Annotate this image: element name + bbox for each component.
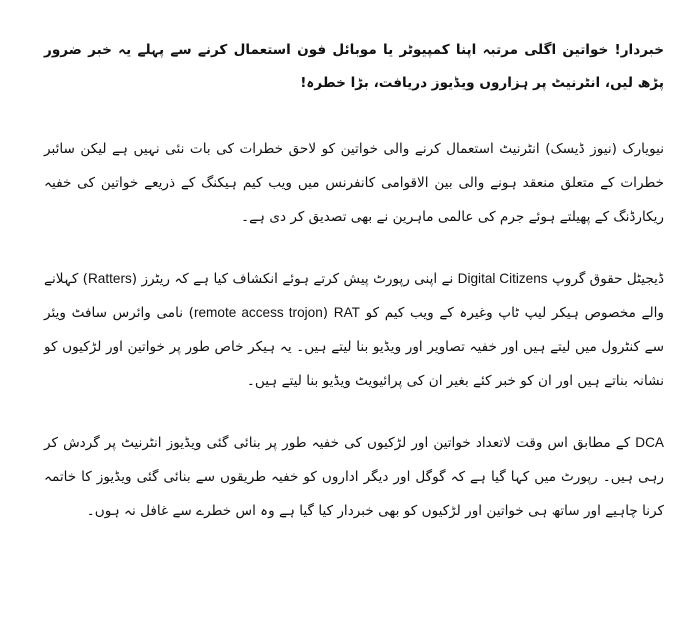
term-rat: RAT: [333, 305, 360, 320]
paragraph-text: (: [322, 305, 334, 321]
org-name-digital-citizens: Digital Citizens: [457, 271, 548, 286]
term-remote-access-trojon: remote access trojon: [193, 305, 323, 320]
paragraph-conference: نیویارک (نیوز ڈیسک) انٹرنیٹ استعمال کرنے والی خواتین کو لاحق خطرات کی بات نئی نہیں ہے لیکن سائبر خطرات کے متعلق منعقد ہونے والی بین الاقوامی کانفرنس میں ویب کیم ہیکنگ کے ذریعے خواتین کی خفیہ ریکارڈنگ کے پھیلتے ہوئے جرم کی عالمی ماہرین نے بھی تصدیق کر دی ہے۔: [44, 141, 664, 225]
paragraph-text: ڈیجیٹل حقوق گروپ: [547, 271, 664, 287]
paragraph-dca-findings: [44, 426, 664, 528]
paragraph-text: نے اپنی رپورٹ پیش کرتے ہوئے انکشاف کیا ہے کہ ریٹرز (: [131, 271, 458, 287]
article-body: [44, 34, 664, 528]
paragraph-text: کے مطابق اس وقت لاتعداد خواتین اور لڑکیوں کی خفیہ طور پر بنائی گئی ویڈیوز انٹرنیٹ پر گردش کر رہی ہیں۔ رپورٹ میں کہا گیا ہے کہ گوگل اور دیگر اداروں کو خفیہ طریقوں سے بنائی گئی ویڈیوز کا خاتمہ کرنا چاہیے اور ساتھ ہی خواتین اور لڑکیوں کو بھی خبردار کیا گیا ہے وہ اس خطرے سے غافل نہ ہوں۔: [44, 435, 664, 519]
paragraph-text: ) کہلانے والے مخصوص ہیکر لیپ ٹاپ وغیرہ کے ویب کیم کو: [44, 271, 664, 321]
paragraph-digital-citizens-report: [44, 262, 664, 398]
term-dca: DCA: [635, 435, 664, 450]
term-ratters: Ratters: [87, 271, 132, 286]
article-headline: خبردار! خواتین اگلی مرتبہ اپنا کمپیوٹر یا موبائل فون استعمال کرنے سے پہلے یہ خبر ضرور پڑھ لیں، انٹرنیٹ پر ہزاروں ویڈیوز دریافت، بڑا خطرہ!: [44, 42, 664, 91]
paragraph-text: ) نامی وائرس سافٹ ویئر سے کنٹرول میں لیتے ہیں اور خفیہ تصاویر اور ویڈیو بنا لیتے ہیں۔ یہ ہیکر خاص طور پر خواتین اور لڑکیوں کو نشانہ بناتے ہیں اور ان کو خبر کئے بغیر ان کی پرائیویٹ ویڈیو بنا لیتے ہیں۔: [44, 305, 664, 389]
